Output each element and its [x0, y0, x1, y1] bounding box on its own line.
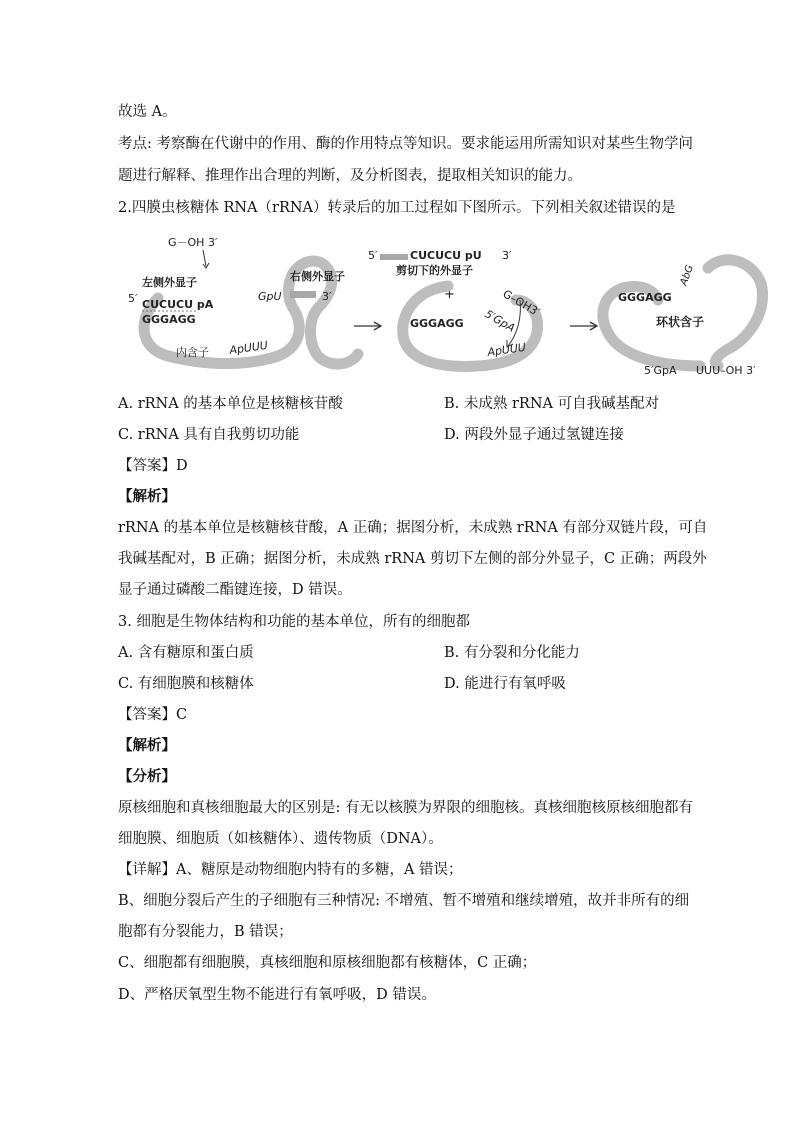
q3-analysis-heading: 【解析】: [118, 737, 176, 754]
circular-intron-label: 环状含子: [656, 315, 705, 329]
five-gpa-label: 5′GpA: [644, 364, 677, 377]
g-oh3-label: G–OH3′: [500, 287, 543, 319]
gggagg-label-3: GGGAGG: [618, 291, 672, 304]
text-line: 故选 A。: [118, 104, 177, 120]
cut-exon-label: 剪切下的外显子: [396, 264, 473, 277]
rrna-processing-diagram: [118, 228, 778, 388]
apuuu-label: ApUUU: [228, 338, 269, 357]
q2-option-d: D. 两段外显子通过氢键连接: [444, 427, 624, 443]
gggagg-label: GGGAGG: [142, 313, 196, 326]
question-3-stem: 3. 细胞是生物体结构和功能的基本单位，所有的细胞都: [118, 614, 470, 630]
gpu-label: GpU: [258, 290, 282, 303]
text-line: rRNA 的基本单位是核糖核苷酸，A 正确；据图分析，未成熟 rRNA 有部分双链片段，可自: [118, 520, 708, 536]
cut-exon-bar: [380, 254, 408, 260]
q2-option-c: C. rRNA 具有自我剪切功能: [118, 427, 300, 443]
q3-option-c: C. 有细胞膜和核糖体: [118, 676, 254, 692]
q2-analysis-heading: 【解析】: [118, 488, 176, 505]
plus-sign: +: [444, 287, 455, 302]
text-line: 题进行解释、推理作出合理的判断，及分析图表，提取相关知识的能力。: [118, 168, 582, 184]
abg-label: AbG: [678, 263, 696, 288]
text-line: 胞都有分裂能力，B 错误；: [118, 924, 293, 940]
cucucu-pa-label: CUCUCU pA: [142, 298, 214, 311]
text-line: 考点: 考察酶在代谢中的作用、酶的作用特点等知识。要求能运用所需知识对某些生物学问: [118, 136, 693, 152]
q2-option-b: B. 未成熟 rRNA 可自我碱基配对: [444, 396, 660, 412]
intron-label: 内含子: [176, 346, 209, 359]
question-2-stem: 2.四膜虫核糖体 RNA（rRNA）转录后的加工过程如下图所示。下列相关叙述错误的是: [118, 200, 676, 216]
text-line: B、细胞分裂后产生的子细胞有三种情况: 不增殖、暂不增殖和继续增殖，故并非所有的细: [118, 893, 690, 909]
q2-answer: 【答案】D: [118, 458, 188, 474]
text-line: 原核细胞和真核细胞最大的区别是: 有无以核膜为界限的细胞核。真核细胞核原核细胞都有: [118, 800, 693, 816]
left-exon-label: 左侧外显子: [142, 276, 197, 289]
five-prime-label: 5′: [128, 292, 138, 305]
text-line: 细胞膜、细胞质（如核糖体）、遗传物质（DNA）。: [118, 831, 443, 847]
right-exon-bar: [290, 291, 316, 298]
right-exon-label: 右侧外显子: [290, 270, 345, 283]
q2-option-a: A. rRNA 的基本单位是核糖核苷酸: [118, 396, 343, 412]
text-line: C、细胞都有细胞膜，真核细胞和原核细胞都有核糖体，C 正确；: [118, 955, 537, 971]
g-oh-label: G－OH 3′: [168, 236, 218, 249]
q3-answer: 【答案】C: [118, 707, 188, 723]
q3-analysis-sub: 【分析】: [118, 768, 176, 785]
gpa5-label: 5′GpA: [482, 307, 518, 335]
uuu-oh-label: UUU–OH 3′: [696, 364, 756, 377]
q3-option-a: A. 含有糖原和蛋白质: [118, 645, 254, 661]
five-prime-label-2: 5′: [368, 249, 378, 262]
text-line: 【详解】A、糖原是动物细胞内特有的多糖，A 错误；: [118, 862, 463, 878]
three-prime-label: 3′: [322, 290, 332, 303]
apuuu-label-2: ApUUU: [486, 340, 527, 359]
gggagg-label-2: GGGAGG: [410, 317, 464, 330]
q3-option-b: B. 有分裂和分化能力: [444, 645, 580, 661]
cut-seq-label: CUCUCU pU: [410, 249, 482, 262]
text-line: 我碱基配对，B 正确；据图分析，未成熟 rRNA 剪切下左侧的部分外显子，C 正确；两段外: [118, 551, 707, 567]
q3-option-d: D. 能进行有氧呼吸: [444, 676, 566, 692]
text-line: 显子通过磷酸二酯键连接，D 错误。: [118, 582, 352, 598]
text-line: D、严格厌氧型生物不能进行有氧呼吸，D 错误。: [118, 987, 436, 1003]
three-prime-label-2: 3′: [502, 249, 512, 262]
